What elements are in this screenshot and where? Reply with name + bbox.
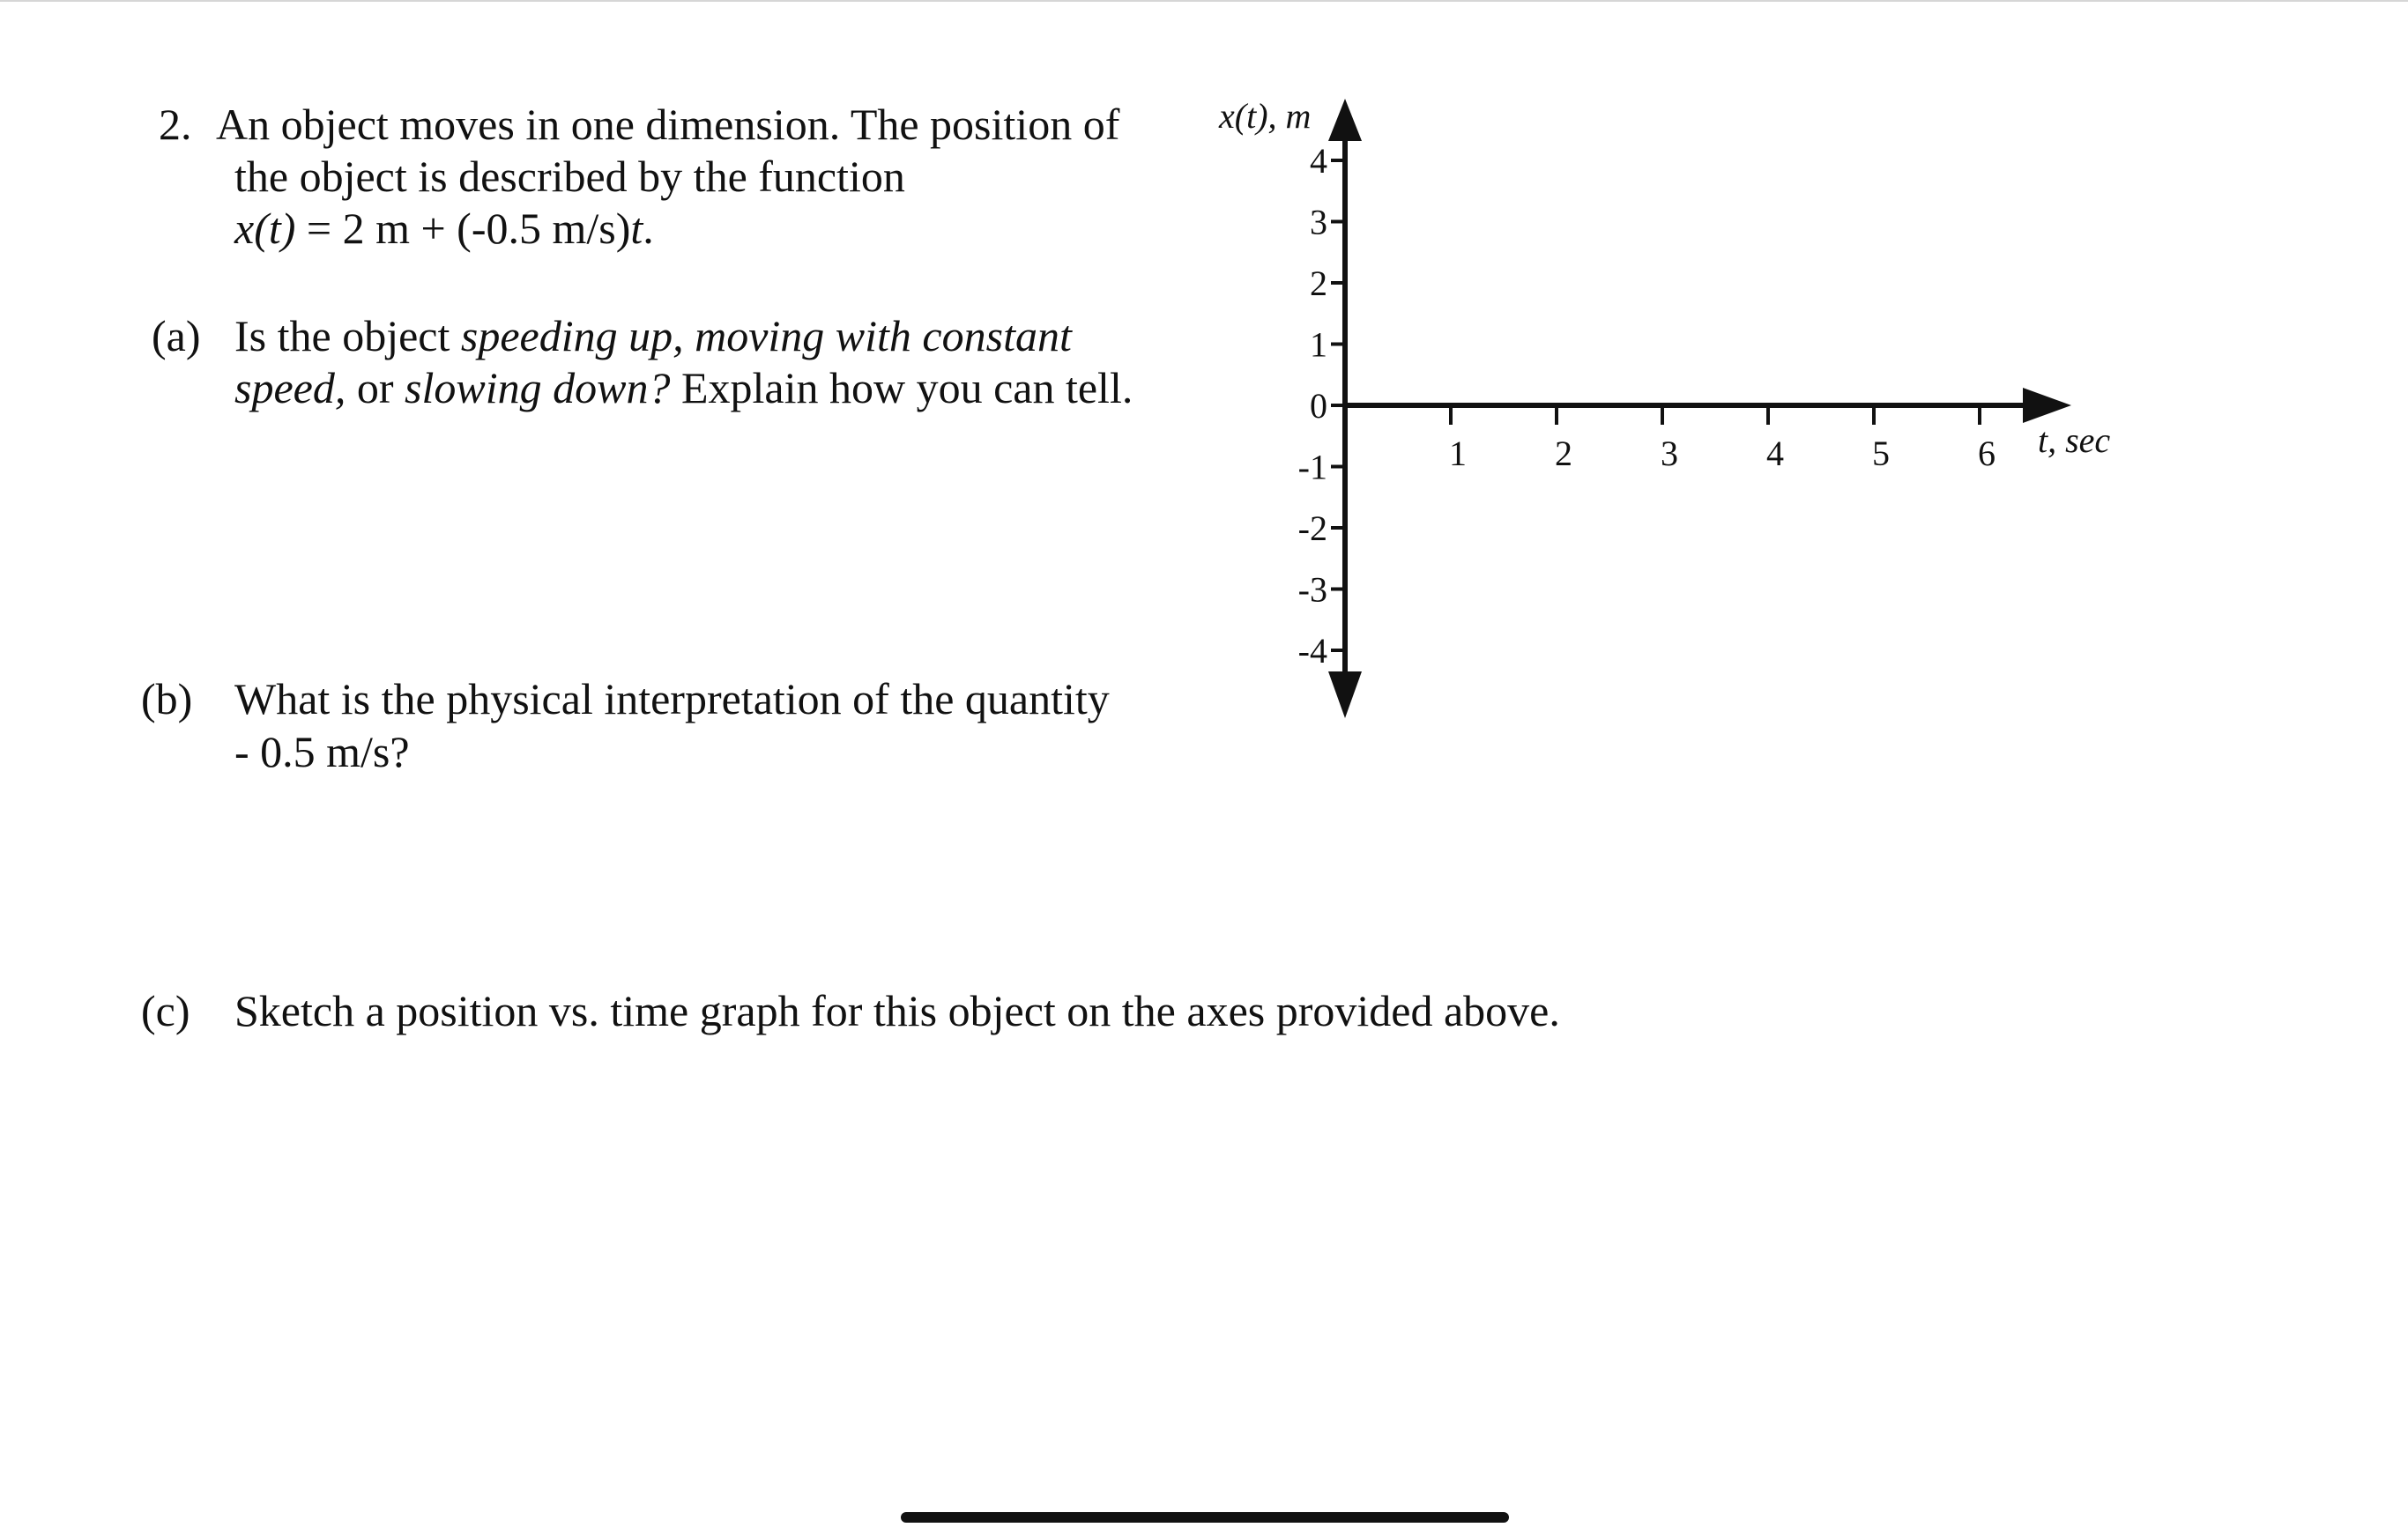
- y-tick-label: -3: [1297, 569, 1327, 610]
- part-b-line-1: What is the physical interpretation of the quantity: [234, 674, 1110, 723]
- position-time-axes[interactable]: [1181, 79, 2177, 731]
- x-tick-label: 1: [1449, 434, 1467, 473]
- part-a-label: (a): [152, 311, 201, 360]
- x-tick-label: 4: [1766, 434, 1784, 473]
- y-tick-label: 3: [1310, 202, 1327, 242]
- y-axis-up-arrow: [1328, 99, 1362, 141]
- problem-number: 2.: [159, 100, 192, 149]
- y-tick-label: -4: [1297, 631, 1327, 671]
- part-a-line-2: speed, or slowing down? Explain how you can tell.: [234, 363, 1133, 412]
- x-axis-arrow: [2023, 388, 2071, 423]
- problem-line-1: An object moves in one dimension. The position of: [216, 100, 1120, 149]
- x-tick-label: 5: [1872, 434, 1890, 473]
- y-tick-label: 0: [1310, 386, 1327, 426]
- part-b-label: (b): [141, 674, 193, 723]
- y-axis-label: x(t), m: [1219, 96, 1312, 136]
- y-tick-label: -2: [1297, 508, 1327, 548]
- problem-equation: x(t) = 2 m + (-0.5 m/s)t.: [234, 204, 654, 253]
- top-border: [0, 0, 2408, 2]
- part-b-line-2: - 0.5 m/s?: [234, 727, 410, 776]
- part-a-line-1: Is the object speeding up, moving with constant: [234, 311, 1072, 360]
- x-tick-label: 3: [1661, 434, 1678, 473]
- x-axis-label: t, sec: [2038, 420, 2111, 460]
- y-tick-label: -1: [1297, 447, 1327, 487]
- part-c-text: Sketch a position vs. time graph for this object on the axes provided above.: [234, 986, 1560, 1035]
- y-tick-label: 2: [1310, 263, 1327, 303]
- y-axis-down-arrow: [1328, 671, 1362, 718]
- x-tick-label: 2: [1555, 434, 1572, 473]
- part-c-label: (c): [141, 986, 190, 1035]
- y-tick-label: 4: [1310, 141, 1327, 181]
- problem-line-2: the object is described by the function: [234, 152, 905, 201]
- home-indicator[interactable]: [901, 1512, 1509, 1523]
- y-tick-label: 1: [1310, 324, 1327, 365]
- x-tick-label: 6: [1978, 434, 1996, 473]
- axes: [1328, 99, 2071, 718]
